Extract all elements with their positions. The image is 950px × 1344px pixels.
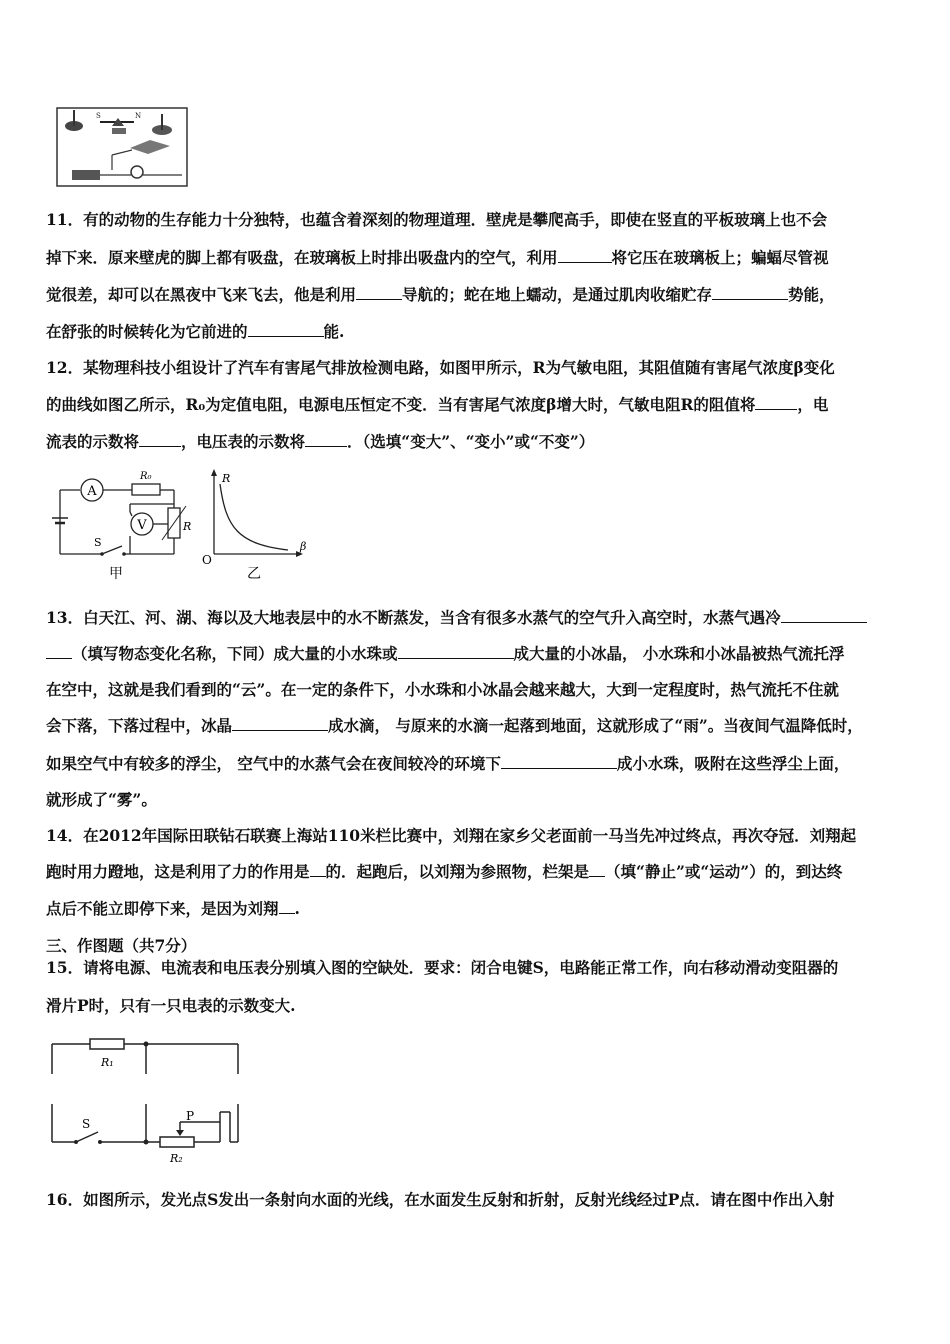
- ammeter-label: A: [87, 484, 97, 499]
- r0-label: R₀: [140, 471, 152, 482]
- q14-line-1: 14．在2012年国际田联钻石联赛上海站110米栏比赛中，刘翔在家乡父老面前一马当先冲过终点，再次夺冠．刘翔起: [46, 826, 857, 845]
- q12-line-2: 的曲线如图乙所示，R₀为定值电阻，电源电压恒定不变．当有害尾气浓度β增大时，气敏电阻R的阻值将 ，电: [46, 395, 829, 414]
- answer-blank[interactable]: [398, 644, 514, 659]
- q11-line-1: 11．有的动物的生存能力十分独特，也蕴含着深刻的物理道理．壁虎是攀爬高手，即使在竖直的平板玻璃上也不会: [46, 210, 828, 229]
- r1-resistor: [90, 1039, 124, 1049]
- r2-rheostat: [160, 1137, 194, 1147]
- r1-label: R₁: [101, 1056, 114, 1069]
- q14-line-3: 点后不能立即停下来，是因为刘翔 .: [46, 899, 300, 918]
- answer-blank[interactable]: [305, 432, 347, 447]
- figure-a-caption: 甲: [109, 566, 123, 582]
- slider-label: P: [186, 1109, 195, 1123]
- r2-label: R₂: [170, 1152, 183, 1165]
- slider-arrow-icon[interactable]: [176, 1130, 184, 1136]
- q12-graph-figure: [196, 466, 311, 584]
- answer-blank[interactable]: [712, 285, 788, 300]
- switch-label: S: [82, 1117, 91, 1131]
- switch-label: S: [94, 536, 102, 549]
- q16-line-1: 16．如图所示，发光点S发出一条射向水面的光线，在水面发生反射和折射，反射光线经过P点．请在图中作出入射: [46, 1190, 835, 1209]
- q13-line-3: 在空中，这就是我们看到的“云”。在一定的条件下，小水珠和小冰晶会越来越大，大到一定程度时，热气流托不住就: [46, 680, 839, 699]
- answer-blank[interactable]: [755, 395, 797, 410]
- q13-line-4: 会下落，下落过程中，冰晶 成水滴， 与原来的水滴一起落到地面，这就形成了“雨”。当夜间气温降低时，: [46, 716, 863, 735]
- q12-line-1: 12．某物理科技小组设计了汽车有害尾气排放检测电路，如图甲所示，R为气敏电阻，其阻值随有害尾气浓度β变化: [46, 358, 835, 377]
- q11-line-4: 在舒张的时候转化为它前进的 能.: [46, 322, 345, 341]
- svg-text:N: N: [135, 112, 142, 120]
- answer-blank[interactable]: [310, 862, 326, 877]
- q11-line-2: 掉下来．原来壁虎的脚上都有吸盘，在玻璃板上时排出吸盘内的空气，利用 将它压在玻璃板上；蝙蝠尽管视: [46, 248, 829, 267]
- q15-line-2: 滑片P时，只有一只电表的示数变大.: [46, 996, 296, 1015]
- svg-text:S: S: [96, 112, 101, 120]
- q11-line-3: 觉很差，却可以在黑夜中飞来飞去，他是利用 导航的；蛇在地上蠕动，是通过肌肉收缩贮存 势能，: [46, 285, 835, 304]
- answer-blank[interactable]: [279, 899, 295, 914]
- answer-blank[interactable]: [356, 285, 402, 300]
- answer-blank[interactable]: [589, 862, 605, 877]
- answer-blank[interactable]: [781, 608, 867, 623]
- q14-line-2: 跑时用力蹬地，这是利用了力的作用是 的．起跑后，以刘翔为参照物，栏架是 （填“静止”或“运动”）的，到达终: [46, 862, 843, 881]
- answer-blank[interactable]: [46, 644, 72, 659]
- q15-line-1: 15．请将电源、电流表和电压表分别填入图的空缺处．要求：闭合电键S，电路能正常工作，向右移动滑动变阻器的: [46, 958, 839, 977]
- answer-blank[interactable]: [558, 248, 612, 263]
- answer-blank[interactable]: [248, 322, 324, 337]
- q13-line-5: 如果空气中有较多的浮尘， 空气中的水蒸气会在夜间较冷的环境下 成小水珠，吸附在这些浮尘上面，: [46, 754, 850, 773]
- q13-line-1: 13．白天江、河、湖、海以及大地表层中的水不断蒸发，当含有很多水蒸气的空气升入高空时，水蒸气遇冷: [46, 608, 867, 628]
- resistance-curve: [220, 484, 288, 550]
- q15-circuit-figure: [44, 1034, 249, 1169]
- q12-circuit-figure: [44, 466, 194, 584]
- figure-b-caption: 乙: [247, 566, 261, 582]
- q13-line-2: （填写物态变化名称，下同）成大量的小水珠或 成大量的小冰晶， 小水珠和小冰晶被热气流托浮: [46, 644, 844, 664]
- q13-line-6: 就形成了“雾”。: [46, 790, 157, 809]
- origin-label: O: [202, 553, 212, 567]
- q12-line-3: 流表的示数将 ，电压表的示数将 ．（选填“变大”、“变小”或“不变”）: [46, 432, 595, 451]
- answer-blank[interactable]: [232, 716, 328, 731]
- r-label: R: [183, 520, 192, 533]
- section-title: 三、作图题（共7分）: [46, 936, 197, 955]
- apparatus-figure: [52, 100, 197, 195]
- axis-x-label: β: [300, 540, 307, 553]
- r0-resistor: [132, 484, 160, 495]
- voltmeter-label: V: [137, 518, 147, 533]
- answer-blank[interactable]: [501, 754, 617, 769]
- axis-y-label: R: [222, 472, 231, 485]
- answer-blank[interactable]: [139, 432, 181, 447]
